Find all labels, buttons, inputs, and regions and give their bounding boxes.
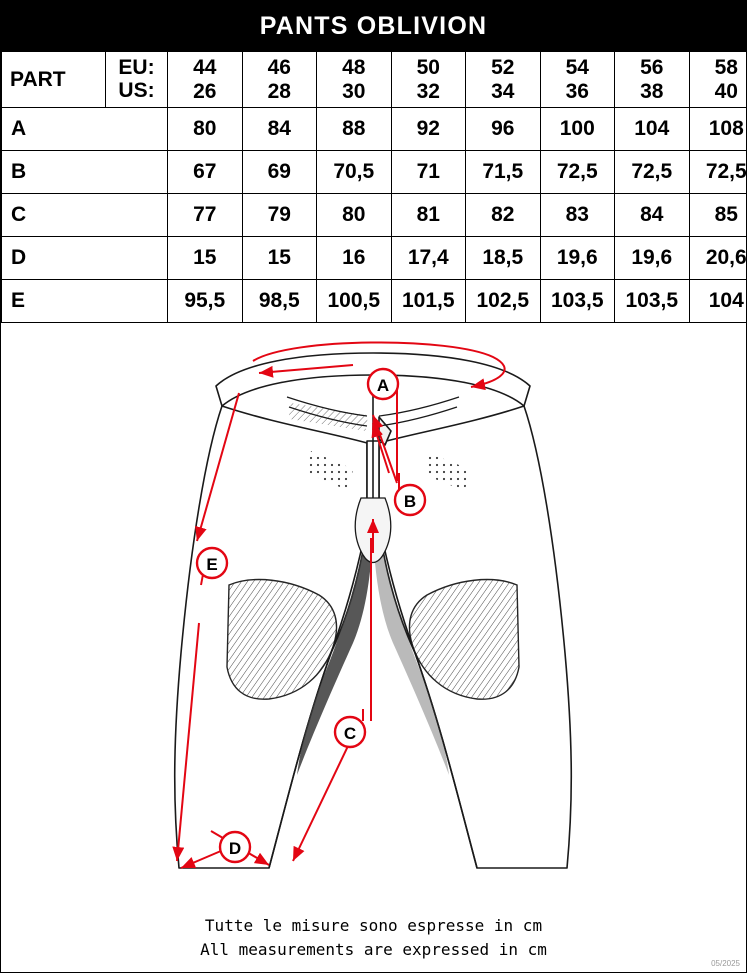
cell: 67	[168, 151, 243, 194]
cell: 71	[391, 151, 466, 194]
table-row	[2, 151, 747, 194]
callout-b: B	[403, 492, 417, 511]
cell: 96	[466, 108, 541, 151]
cell: 70,5	[317, 151, 392, 194]
us-size: 26	[193, 79, 217, 103]
note-english: All measurements are expressed in cm	[200, 940, 547, 959]
cell: 16	[317, 237, 392, 280]
eu-size: 44	[193, 56, 217, 80]
us-size: 28	[267, 79, 291, 103]
size-col-5	[466, 52, 541, 108]
cell: 72,5	[615, 151, 690, 194]
cell: 84	[615, 194, 690, 237]
eu-size: 54	[565, 56, 589, 80]
cell: 84	[242, 108, 317, 151]
cell: 92	[391, 108, 466, 151]
row-label-b: B	[2, 151, 168, 194]
cell: 80	[168, 108, 243, 151]
cell: 17,4	[391, 237, 466, 280]
eu-size: 56	[640, 56, 664, 80]
size-table	[1, 51, 747, 323]
table-row	[2, 237, 747, 280]
size-col-8	[689, 52, 747, 108]
us-size: 38	[640, 79, 664, 103]
size-col-7	[615, 52, 690, 108]
cell: 19,6	[615, 237, 690, 280]
eu-size: 52	[491, 56, 515, 80]
us-size: 40	[714, 79, 738, 103]
callout-c: C	[343, 724, 357, 743]
row-label-a: A	[2, 108, 168, 151]
cell: 80	[317, 194, 392, 237]
us-size: 30	[342, 79, 366, 103]
cell: 19,6	[540, 237, 615, 280]
callout-d: D	[228, 839, 242, 858]
table-row	[2, 194, 747, 237]
column-header-part: PART	[2, 52, 106, 108]
size-col-1	[168, 52, 243, 108]
eu-size: 58	[714, 56, 738, 80]
cell: 79	[242, 194, 317, 237]
row-label-e: E	[2, 280, 168, 323]
cell: 72,5	[689, 151, 747, 194]
column-header-units	[106, 52, 168, 108]
cell: 15	[242, 237, 317, 280]
cell: 95,5	[168, 280, 243, 323]
cell: 83	[540, 194, 615, 237]
cell: 104	[615, 108, 690, 151]
cell: 100,5	[317, 280, 392, 323]
us-size: 32	[416, 79, 440, 103]
eu-size: 50	[416, 56, 440, 80]
size-col-2	[242, 52, 317, 108]
size-col-4	[391, 52, 466, 108]
cell: 98,5	[242, 280, 317, 323]
date-stamp: 05/2025	[711, 959, 740, 968]
cell: 18,5	[466, 237, 541, 280]
cell: 100	[540, 108, 615, 151]
cell: 71,5	[466, 151, 541, 194]
cell: 103,5	[540, 280, 615, 323]
row-label-c: C	[2, 194, 168, 237]
cell: 20,6	[689, 237, 747, 280]
table-row	[2, 108, 747, 151]
page-title: PANTS OBLIVION	[259, 11, 488, 40]
cell: 101,5	[391, 280, 466, 323]
us-label: US:	[118, 78, 155, 102]
cell: 85	[689, 194, 747, 237]
cell: 88	[317, 108, 392, 151]
cell: 81	[391, 194, 466, 237]
cell: 108	[689, 108, 747, 151]
callout-a: A	[376, 376, 390, 395]
cell: 15	[168, 237, 243, 280]
size-col-3	[317, 52, 392, 108]
cell: 104	[689, 280, 747, 323]
row-label-d: D	[2, 237, 168, 280]
cell: 77	[168, 194, 243, 237]
cell: 69	[242, 151, 317, 194]
eu-size: 48	[342, 56, 366, 80]
header-bar	[1, 1, 746, 51]
table-header-row	[2, 52, 747, 108]
eu-label: EU:	[118, 55, 155, 79]
table-row	[2, 280, 747, 323]
cell: 103,5	[615, 280, 690, 323]
cell: 72,5	[540, 151, 615, 194]
pants-technical-drawing	[1, 323, 746, 883]
cell: 82	[466, 194, 541, 237]
cell: 102,5	[466, 280, 541, 323]
us-size: 36	[565, 79, 589, 103]
size-col-6	[540, 52, 615, 108]
footer-notes	[1, 914, 746, 962]
eu-size: 46	[267, 56, 291, 80]
callout-e: E	[206, 555, 218, 574]
note-italian: Tutte le misure sono espresse in cm	[204, 916, 543, 935]
us-size: 34	[491, 79, 515, 103]
